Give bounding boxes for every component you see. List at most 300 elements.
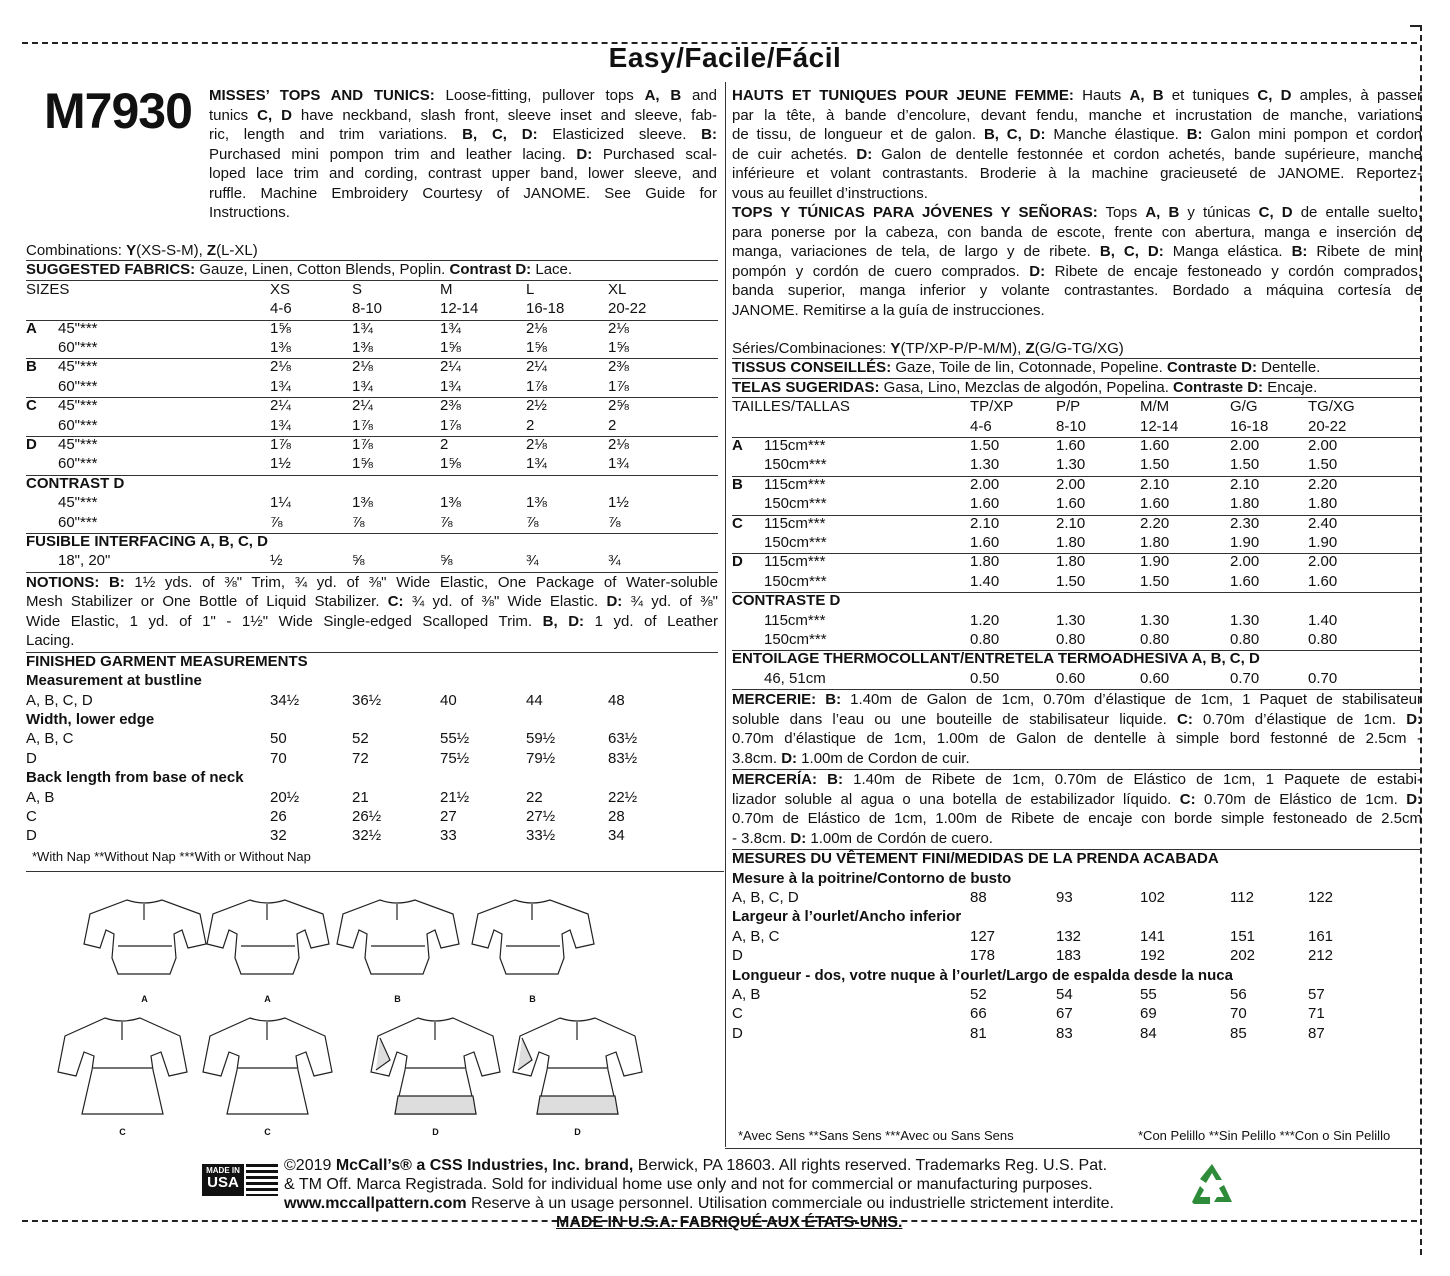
cell-value: 22 (526, 788, 543, 806)
cell-value: 0.60 (1140, 669, 1170, 687)
cell-value: 52 (970, 986, 987, 1003)
view-letter: B (26, 358, 37, 376)
cell-value: 1⅝ (608, 339, 629, 356)
cell-value: 1⅝ (352, 455, 373, 473)
made-in-label: MADE IN (206, 1166, 240, 1175)
garment-drawing (510, 1010, 645, 1125)
cell-value: 0.70 (1308, 669, 1338, 687)
cell-value: 2⅛ (526, 436, 547, 453)
cell-value: 2⅝ (608, 397, 629, 415)
text-line: loped lace trim and cording, contrast upper band, lower sleeve, and (209, 165, 717, 182)
cell-value: 161 (1308, 927, 1334, 945)
cell-value: 1⅜ (352, 494, 373, 512)
cell-value: 2 (608, 416, 617, 434)
cell-value: 27 (440, 808, 457, 825)
cell-value: 83 (1056, 1024, 1073, 1042)
cell-value: 2.20 (1140, 514, 1170, 532)
row-label: D (732, 1024, 743, 1042)
text-line: ric, length and trim variations. B, C, D: Elasticized sleeve. B: (209, 126, 717, 143)
garment-view-7 (368, 1010, 503, 1137)
cell-value: ¾ (526, 552, 539, 570)
view-letter: D (26, 436, 37, 453)
cell-value: 1.60 (1140, 495, 1170, 513)
cell-value: 1⅜ (526, 494, 547, 512)
cell-value: 1.50 (1230, 456, 1260, 474)
cell-value: 83½ (608, 749, 638, 767)
finished-label: MESURES DU VÊTEMENT FINI/MEDIDAS DE LA PRENDA ACABADA (732, 850, 1219, 868)
row-label: 60"*** (58, 455, 98, 473)
cell-value: 1⅜ (440, 494, 461, 512)
cell-value: 1⅞ (526, 377, 547, 395)
garment-view-5 (55, 1010, 190, 1137)
cell-value: 2⅛ (608, 436, 629, 453)
finished-label: FINISHED GARMENT MEASUREMENTS (26, 652, 308, 670)
cell-value: 1.80 (1140, 534, 1170, 551)
made-in-usa-logo (202, 1164, 278, 1196)
row-label: 45"*** (58, 358, 98, 376)
cell-value: 87 (1308, 1024, 1325, 1042)
cell-value: 2¼ (352, 397, 373, 415)
cell-value: 0.80 (1056, 631, 1086, 648)
cell-value: 26 (270, 808, 287, 825)
cell-value: 1¾ (440, 319, 461, 337)
cell-value: 1.50 (970, 437, 1000, 454)
view-label: C (264, 1127, 271, 1137)
row-label: 45"*** (58, 319, 98, 337)
cell-value: 44 (526, 691, 543, 709)
cell-value: 48 (608, 691, 625, 709)
cell-value: 1.80 (1056, 553, 1086, 571)
view-label: B (394, 994, 401, 1004)
garment-view-8 (510, 1010, 645, 1137)
text-line: Instructions. (209, 204, 290, 221)
cell-value: 2 (440, 436, 449, 453)
cell-value: 1⅜ (270, 339, 291, 356)
cell-value: 79½ (526, 749, 556, 767)
cell-value: 212 (1308, 947, 1334, 965)
cell-value: 1.60 (970, 495, 1000, 513)
cell-value: 2⅛ (270, 358, 291, 376)
cell-value: 26½ (352, 808, 382, 825)
text-line: vous au feuillet d’instructions. (732, 184, 928, 202)
cell-value: 1½ (270, 455, 291, 473)
view-letter: A (26, 319, 37, 337)
view-label: A (264, 994, 271, 1004)
cell-value: 36½ (352, 691, 382, 709)
cell-value: TP/XP (970, 398, 1014, 416)
row-label: D (732, 947, 743, 965)
text-line: inférieure et volant contrastants. Broderie à la machine gracieuseté de JANOME. Reportez- (732, 165, 1422, 182)
cell-value: 34 (608, 827, 625, 845)
cell-value: 2.00 (970, 475, 1000, 493)
cell-value: 85 (1230, 1024, 1247, 1042)
cell-value: 66 (970, 1005, 987, 1023)
row-label: FUSIBLE INTERFACING A, B, C, D (26, 533, 268, 550)
cell-value: 8-10 (1056, 417, 1087, 435)
garment-drawing (200, 1010, 335, 1125)
row-label: 150cm*** (764, 631, 827, 648)
text-line: HAUTS ET TUNIQUES POUR JEUNE FEMME: Hauts A, B et tuniques C, D amples, à passer (732, 87, 1422, 104)
cell-value: 1½ (608, 494, 629, 512)
text-line: Purchased mini pompon trim and leather lacing. D: Purchased scal- (209, 145, 717, 163)
text-line: tunics C, D have neckband, slash front, sleeve inset and sleeve, fab- (209, 106, 717, 124)
cell-value: 1⅞ (352, 416, 373, 434)
cell-value: ⅝ (352, 552, 365, 570)
row-label: 60"*** (58, 339, 98, 356)
cell-value: 55 (1140, 986, 1157, 1003)
cell-value: 55½ (440, 730, 470, 748)
fr-nap-note: *Avec Sens **Sans Sens ***Avec ou Sans Sens (738, 1128, 1014, 1143)
cell-value: 0.80 (970, 631, 1000, 648)
cell-value: 1.60 (1230, 572, 1260, 590)
cell-value: ¾ (608, 552, 621, 570)
notions-line: - 3.8cm. D: 1.00m de Cordón de cuero. (732, 829, 993, 847)
garment-view-2 (205, 892, 330, 1004)
es-nap-note: *Con Pelillo **Sin Pelillo ***Con o Sin Pelillo (1138, 1128, 1391, 1143)
row-label: 60"*** (58, 377, 98, 395)
cell-value: 93 (1056, 889, 1073, 906)
cell-value: 1.60 (1140, 437, 1170, 454)
row-label: 60"*** (58, 416, 98, 434)
cell-value: 16-18 (1230, 417, 1269, 435)
measurement-heading: Longueur - dos, votre nuque à l’ourlet/Largo de espalda desde la nuca (732, 966, 1233, 984)
cell-value: 88 (970, 889, 987, 906)
text-line: de cuir achetés. D: Galon de dentelle festonnée et cordon achetés, bande supérieure, manche (732, 145, 1422, 163)
cell-value: G/G (1230, 398, 1258, 416)
cell-value: 183 (1056, 947, 1082, 965)
pattern-number: M7930 (44, 83, 192, 139)
cell-value: 2.20 (1308, 475, 1338, 493)
garment-view-6 (200, 1010, 335, 1137)
cell-value: 1.60 (1056, 495, 1086, 513)
table-rule (26, 475, 718, 476)
row-label: CONTRASTE D (732, 592, 841, 610)
cell-value: 21½ (440, 788, 470, 806)
cell-value: 2.00 (1230, 553, 1260, 571)
row-label: 150cm*** (764, 572, 827, 590)
notions-line: MERCERIE: B: 1.40m de Galon de 1cm, 0.70m d’élastique de 1cm, 1 Paquet de stabilisateur (732, 691, 1422, 709)
page-title: Easy/Facile/Fácil (608, 42, 842, 73)
view-letter: C (26, 397, 37, 415)
cell-value: ⅞ (526, 513, 539, 531)
row-label: CONTRAST D (26, 474, 125, 492)
cell-value: 1¾ (608, 455, 629, 473)
text-line: par la tête, à bande d’encolure, devant fendu, manche et incrustation de manche, variations (732, 106, 1422, 124)
row-label: 46, 51cm (764, 669, 826, 687)
row-label: 45"*** (58, 436, 98, 453)
cell-value: 1.90 (1308, 534, 1338, 551)
measurement-heading: Measurement at bustline (26, 672, 202, 690)
cell-value: ⅞ (440, 513, 453, 531)
text-line: pompón y cordón de cuero comprados. D: Ribete de encaje festoneado y cordón comprados, (732, 262, 1422, 280)
cell-value: 1.80 (970, 553, 1000, 571)
text-line: para ponerse por la cabeza, con banda de escote, frente con abertura, manga e inserción de (732, 223, 1422, 241)
cell-value: ⅞ (270, 513, 283, 531)
cell-value: 2.40 (1308, 514, 1338, 532)
cell-value: 1⅞ (270, 436, 291, 453)
text-line: MISSES’ TOPS AND TUNICS: Loose-fitting, pullover tops A, B and (209, 87, 717, 104)
cell-value: 178 (970, 947, 996, 965)
row-label: 115cm*** (764, 553, 826, 571)
cell-value: 1⅝ (440, 455, 461, 473)
copyright-line: ©2019 McCall’s® a CSS Industries, Inc. brand, Berwick, PA 18603. All rights reserved. Trademarks Reg. U.S. Pat. (284, 1157, 1108, 1174)
cell-value: 2.10 (1056, 514, 1086, 532)
cell-value: 1⅝ (270, 319, 291, 337)
website-line: www.mccallpattern.com Reserve à un usage personnel. Utilisation commerciale ou industrielle strictement interdite. (284, 1195, 1114, 1212)
garment-drawing (205, 892, 330, 992)
garment-view-3 (335, 892, 460, 1004)
cell-value: 2¼ (526, 358, 547, 376)
usage-line: & TM Off. Marca Registrada. Sold for individual home use only and not for commercial or manufacturing purposes. (284, 1176, 1093, 1193)
cell-value: 27½ (526, 808, 556, 825)
notions-line: NOTIONS: B: 1½ yds. of ⅜" Trim, ¾ yd. of ⅜" Wide Elastic, One Package of Water-soluble (26, 573, 718, 591)
cell-value: ½ (270, 552, 283, 570)
cell-value: 34½ (270, 691, 300, 709)
cell-value: 127 (970, 927, 996, 945)
row-label: SIZES (26, 280, 70, 298)
cell-value: 2¼ (270, 397, 291, 415)
cell-value: 70 (1230, 1005, 1247, 1023)
cell-value: 22½ (608, 788, 638, 806)
cell-value: 81 (970, 1024, 987, 1042)
cell-value: 0.60 (1056, 669, 1086, 687)
notions-line: Wide Elastic, 1 yd. of 1" - 1½" Wide Single-edged Scalloped Trim. B, D: 1 yd. of Leather (26, 612, 718, 630)
row-label: 115cm*** (764, 475, 826, 493)
view-letter: C (732, 514, 743, 532)
row-label: A, B, C (26, 730, 74, 748)
cell-value: ⅝ (440, 552, 453, 570)
cell-value: 20½ (270, 788, 300, 806)
cell-value: 57 (1308, 986, 1325, 1003)
cell-value: 50 (270, 730, 287, 748)
cell-value: 1.30 (1140, 611, 1170, 629)
row-label: C (732, 1005, 743, 1023)
cell-value: 0.70 (1230, 669, 1260, 687)
column-divider (725, 82, 726, 1147)
garment-drawing (82, 892, 207, 992)
row-label: 45"*** (58, 397, 98, 415)
cell-value: 2⅜ (440, 397, 461, 415)
cell-value: 2.00 (1230, 437, 1260, 454)
cell-value: 102 (1140, 889, 1166, 906)
cell-value: M (440, 280, 453, 298)
cell-value: 2.00 (1308, 437, 1338, 454)
table-line: TISSUS CONSEILLÉS: Gaze, Toile de lin, Cotonnade, Popeline. Contraste D: Dentelle. (732, 359, 1321, 377)
made-in-usa-line: MADE IN U.S.A. FABRIQUÉ AUX ÉTATS-UNIS. (556, 1214, 903, 1231)
cell-value: 70 (270, 749, 287, 767)
cell-value: 1¾ (440, 377, 461, 395)
text-line: JANOME. Remitirse a la guía de instrucciones. (732, 301, 1045, 319)
cell-value: 2.10 (1230, 475, 1260, 493)
cell-value: XL (608, 280, 627, 298)
cell-value: 1¾ (270, 416, 291, 434)
cell-value: 1¾ (352, 377, 373, 395)
row-label: 18", 20" (58, 552, 111, 570)
row-label: A, B (732, 986, 761, 1003)
cell-value: 59½ (526, 730, 556, 748)
cell-value: 1.60 (1056, 437, 1086, 454)
cell-value: 1.40 (970, 572, 1000, 590)
cell-value: 1⅞ (440, 416, 461, 434)
cell-value: 4-6 (270, 300, 292, 318)
cell-value: 2.00 (1308, 553, 1338, 571)
cell-value: 1.40 (1308, 611, 1338, 629)
text-line: de tissu, de longueur et de galon. B, C, D: Manche élastique. B: Galon mini pompon et cordon (732, 126, 1423, 143)
table-rule (725, 1148, 1422, 1149)
cell-value: 2 (526, 416, 535, 434)
row-label: 150cm*** (764, 534, 827, 551)
cell-value: 122 (1308, 889, 1334, 906)
cell-value: 1.50 (1140, 572, 1170, 590)
garment-drawing (55, 1010, 190, 1125)
notions-line: 3.8cm. D: 1.00m de Cordon de cuir. (732, 749, 970, 767)
view-letter: B (732, 475, 743, 493)
cell-value: 2.30 (1230, 514, 1260, 532)
cell-value: 132 (1056, 927, 1082, 945)
cell-value: 71 (1308, 1005, 1325, 1023)
cell-value: 72 (352, 749, 369, 767)
cell-value: 12-14 (1140, 417, 1179, 435)
cell-value: L (526, 280, 535, 298)
row-label: D (26, 749, 37, 767)
cell-value: 54 (1056, 986, 1073, 1003)
cell-value: ⅞ (608, 513, 621, 531)
row-label: A, B (26, 788, 55, 806)
cell-value: 1⅝ (440, 339, 461, 356)
cell-value: 1.80 (1230, 495, 1260, 513)
cell-value: 16-18 (526, 300, 565, 318)
cell-value: 40 (440, 691, 457, 709)
cell-value: 1.30 (1056, 611, 1086, 629)
cell-value: 28 (608, 808, 625, 825)
cell-value: 1⅜ (352, 339, 373, 356)
cell-value: 1¾ (270, 377, 291, 395)
cell-value: 2¼ (440, 358, 461, 376)
row-label: ENTOILAGE THERMOCOLLANT/ENTRETELA TERMOADHESIVA A, B, C, D (732, 650, 1260, 668)
row-label: TAILLES/TALLAS (732, 398, 850, 416)
measurement-heading: Width, lower edge (26, 711, 155, 728)
row-label: A, B, C (732, 927, 780, 945)
view-label: D (574, 1127, 581, 1137)
cell-value: 0.50 (970, 669, 1000, 687)
notions-line: 0.70m d’élastique de 1cm, 1.00m de Galon de dentelle à simple bord festonné de 2.5cm - (732, 730, 1422, 748)
row-label: 115cm*** (764, 437, 826, 454)
view-letter: D (732, 553, 743, 571)
cell-value: 1⅝ (526, 339, 547, 356)
measurement-heading: Back length from base of neck (26, 769, 244, 787)
cell-value: 1.90 (1230, 534, 1260, 551)
cell-value: 12-14 (440, 300, 479, 318)
table-line: Combinations: Y(XS-S-M), Z(L-XL) (26, 242, 258, 259)
row-label: 150cm*** (764, 495, 827, 513)
text-line: banda superior, manga inferior y volante contrastantes. Bordado a máquina cortesía de (732, 282, 1422, 299)
cell-value: 75½ (440, 749, 470, 767)
cell-value: 1¾ (526, 455, 547, 473)
cell-value: 63½ (608, 730, 638, 748)
cell-value: 112 (1230, 889, 1254, 906)
cell-value: 20-22 (608, 300, 647, 318)
view-label: C (119, 1127, 126, 1137)
row-label: D (26, 827, 37, 845)
cell-value: 1.50 (1056, 572, 1086, 590)
garment-drawing (368, 1010, 503, 1125)
row-label: 115cm*** (764, 611, 826, 629)
cell-value: 84 (1140, 1024, 1157, 1042)
cell-value: XS (270, 280, 291, 298)
cell-value: 52 (352, 730, 369, 748)
cell-value: 69 (1140, 1005, 1157, 1023)
view-label: D (432, 1127, 439, 1137)
cell-value: TG/XG (1308, 398, 1355, 416)
table-line: SUGGESTED FABRICS: Gauze, Linen, Cotton Blends, Poplin. Contrast D: Lace. (26, 261, 573, 279)
cell-value: M/M (1140, 398, 1170, 416)
view-label: B (529, 994, 536, 1004)
notions-line: MERCERÍA: B: 1.40m de Ribete de 1cm, 0.70m de Elástico de 1cm, 1 Paquete de estabi- (732, 771, 1422, 789)
cell-value: 1.90 (1140, 553, 1170, 571)
notions-line: Mesh Stabilizer or One Bottle of Liquid Stabilizer. C: ¾ yd. of ⅜" Wide Elastic. D: ¾ yd. of ⅜" (26, 593, 718, 611)
cell-value: 0.80 (1230, 631, 1260, 648)
text-line: ruffle. Machine Embroidery Courtesy of JANOME. See Guide for (209, 184, 717, 202)
row-label: 45"*** (58, 494, 98, 512)
cell-value: 1⅞ (608, 377, 629, 395)
cell-value: 1.60 (970, 534, 1000, 551)
cell-value: P/P (1056, 398, 1081, 416)
cell-value: 2.10 (1140, 475, 1170, 493)
garment-view-4 (470, 892, 595, 1004)
cut-corner-top (1410, 25, 1420, 27)
table-line: Séries/Combinaciones: Y(TP/XP-P/P-M/M), Z(G/G-TG/XG) (732, 340, 1124, 357)
cell-value: 32 (270, 827, 287, 845)
garment-drawing (335, 892, 460, 992)
cell-value: 1.30 (970, 456, 1000, 474)
notions-line: 0.70m de Elástico de 1cm, 1.00m de Ribete de encaje con borde simple festoneado de 2.5cm (732, 810, 1422, 828)
view-label: A (141, 994, 148, 1004)
row-label: A, B, C, D (26, 691, 93, 709)
cell-value: 192 (1140, 947, 1166, 965)
row-label: C (26, 808, 37, 825)
cell-value: 2⅛ (526, 319, 547, 337)
cell-value: 8-10 (352, 300, 383, 318)
cell-value: 1.80 (1056, 534, 1086, 551)
cell-value: ⅞ (352, 513, 365, 531)
measurement-heading: Largeur à l’ourlet/Ancho inferior (732, 908, 962, 926)
garment-drawing (470, 892, 595, 992)
cell-value: 1.30 (1230, 611, 1260, 629)
cell-value: 4-6 (970, 417, 992, 435)
garment-view-1 (82, 892, 207, 1004)
cell-value: 2.10 (970, 514, 1000, 532)
cell-value: 202 (1230, 947, 1256, 965)
cell-value: 67 (1056, 1005, 1073, 1023)
recycle-icon (1186, 1162, 1238, 1210)
measurement-heading: Mesure à la poitrine/Contorno de busto (732, 869, 1012, 887)
view-letter: A (732, 437, 743, 454)
notions-line: soluble dans l’eau ou une bouteille de stabilisateur liquide. C: 0.70m d’élastique de 1cm. D: (732, 710, 1423, 728)
cell-value: 20-22 (1308, 417, 1347, 435)
cell-value: 2½ (526, 397, 547, 415)
cell-value: 141 (1140, 927, 1166, 945)
usa-label: USA (207, 1174, 239, 1191)
cell-value: 33 (440, 827, 457, 845)
row-label: A, B, C, D (732, 889, 799, 906)
cell-value: 1¼ (270, 494, 291, 512)
cell-value: 2⅛ (352, 358, 373, 376)
cell-value: 1.50 (1140, 456, 1170, 474)
notions-line: Lacing. (26, 632, 75, 650)
cell-value: 56 (1230, 986, 1247, 1003)
cell-value: 2⅜ (608, 358, 629, 376)
cell-value: 21 (352, 788, 369, 806)
